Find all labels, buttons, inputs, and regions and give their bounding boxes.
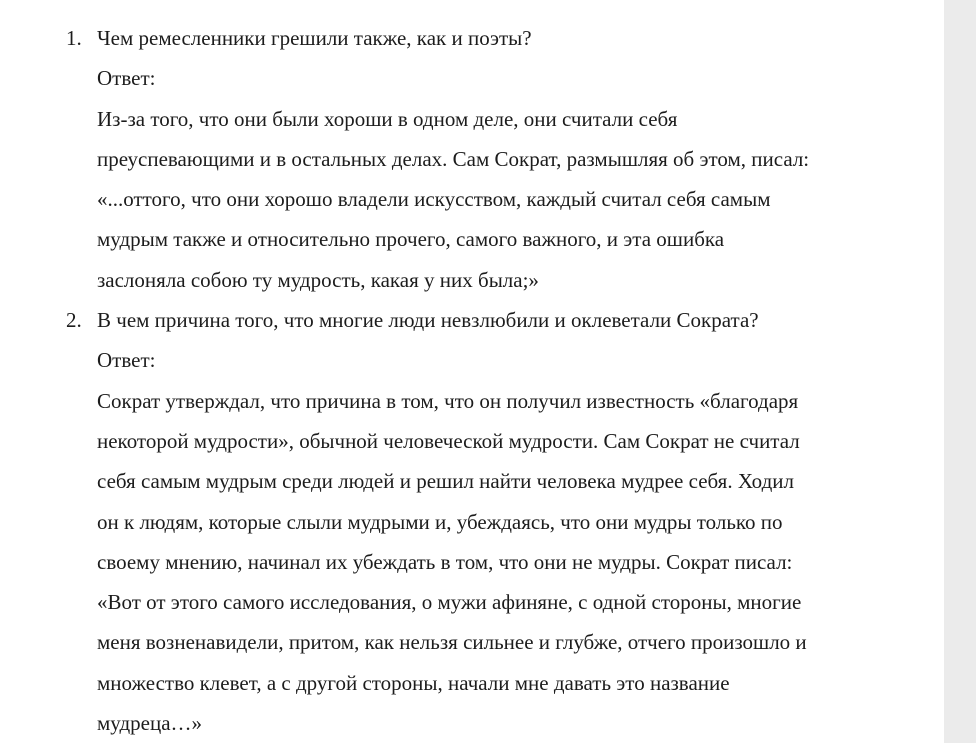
answer-line: мудреца…» (97, 711, 203, 736)
answer-line: заслоняла собою ту мудрость, какая у них была;» (97, 267, 539, 292)
answer-label: Ответ: (97, 66, 156, 91)
list-item-content (97, 300, 897, 743)
page-background-margin (944, 0, 976, 743)
answer-line: Из-за того, что они были хороши в одном деле, они считали себя (97, 106, 678, 131)
answer-line: себя самым мудрым среди людей и решил найти человека мудрее себя. Ходил (97, 469, 794, 494)
list-number: 2. (66, 308, 82, 333)
answer-line: Сократ утверждал, что причина в том, что он получил известность «благодаря (97, 388, 799, 413)
answer-label: Ответ: (97, 348, 156, 373)
document-body (0, 18, 944, 743)
answer-line: «Вот от этого самого исследования, о мужи афиняне, с одной стороны, многие (97, 590, 802, 615)
question-text: Чем ремесленники грешили также, как и поэты? (97, 26, 532, 50)
answer-line: преуспевающими и в остальных делах. Сам Сократ, размышляя об этом, писал: (97, 146, 810, 171)
question-text: В чем причина того, что многие люди невзлюбили и оклеветали Сократа? (97, 308, 759, 333)
answer-line: мудрым также и относительно прочего, самого важного, и эта ошибка (97, 227, 725, 252)
answer-line: множество клевет, а с другой стороны, начали мне давать это название (97, 670, 730, 695)
answer-line: своему мнению, начинал их убеждать в том, что они не мудры. Сократ писал: (97, 549, 793, 574)
answer-line: «...оттого, что они хорошо владели искусством, каждый считал себя самым (97, 187, 771, 212)
list-item-1 (0, 18, 944, 300)
list-number: 1. (66, 26, 82, 50)
list-item-content (97, 18, 897, 300)
answer-line: некоторой мудрости», обычной человеческой мудрости. Сам Сократ не считал (97, 428, 800, 453)
list-item-2 (0, 300, 944, 743)
answer-line: меня возненавидели, притом, как нельзя сильнее и глубже, отчего произошло и (97, 630, 807, 655)
answer-line: он к людям, которые слыли мудрыми и, убеждаясь, что они мудры только по (97, 509, 783, 534)
